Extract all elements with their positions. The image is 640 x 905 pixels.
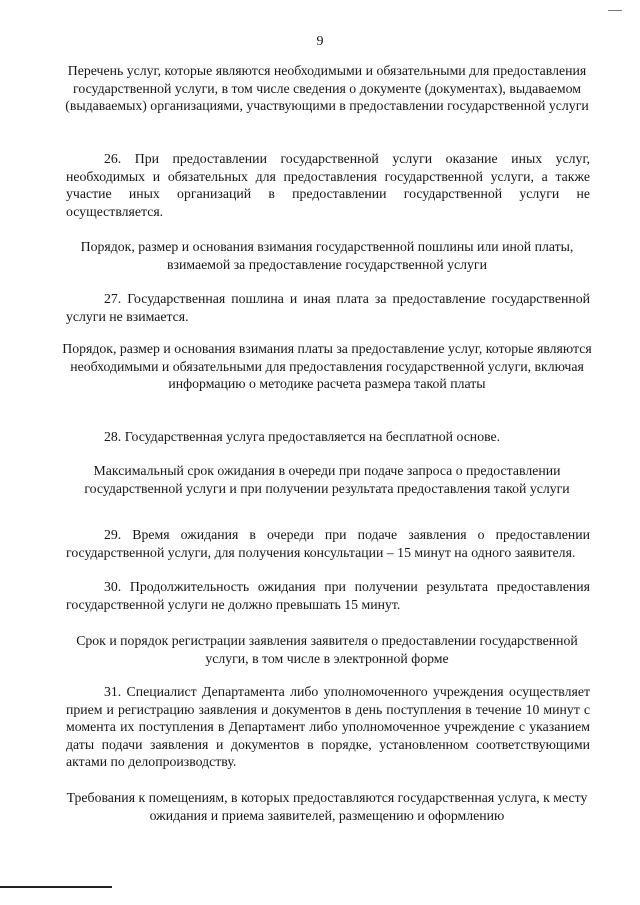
section-heading-related-services: Перечень услуг, которые являются необходимыми и обязательными для предоставления государственной услуги, в том числе сведения о документе (документах), выдаваемом (выдаваемых) организациями, участвующими в предоставлении государственной услуги — [65, 63, 589, 113]
section-heading-fee-for-services: Порядок, размер и основания взимания платы за предоставление услуг, которые являются необходимыми и обязательными для предоставления государственной услуги, включая информацию о методике расчета размера такой платы — [62, 341, 592, 391]
paragraph-26: 26. При предоставлении государственной услуги оказание иных услуг, необходимых и обязательных для предоставления государственной услуги, а также участие иных организаций в предоставлении государственной услуги не осуществляется. — [66, 151, 590, 219]
section-heading-state-fee: Порядок, размер и основания взимания государственной пошлины или иной платы, взимаемой за предоставление государственной услуги — [80, 239, 574, 272]
paragraph-29: 29. Время ожидания в очереди при подаче заявления о предоставлении государственной услуги, для получения консультации – 15 минут на одного заявителя. — [66, 527, 590, 560]
scan-mark — [608, 10, 622, 11]
section-heading-queue-time: Максимальный срок ожидания в очереди при подаче запроса о предоставлении государственной услуги и при получении результата предоставления такой услуги — [84, 463, 570, 496]
page-number: 9 — [316, 34, 324, 49]
paragraph-27: 27. Государственная пошлина и иная плата за предоставление государственной услуги не взимается. — [66, 291, 590, 324]
paragraph-30: 30. Продолжительность ожидания при получении результата предоставления государственной услуги не должно превышать 15 минут. — [66, 579, 590, 612]
section-heading-registration: Срок и порядок регистрации заявления заявителя о предоставлении государственной услуги, в том числе в электронной форме — [76, 633, 578, 666]
section-heading-premises-requirements: Требования к помещениям, в которых предоставляются государственная услуга, к месту ожидания и приема заявителей, размещению и оформлению — [66, 790, 588, 823]
paragraph-28: 28. Государственная услуга предоставляется на бесплатной основе. — [104, 429, 501, 444]
scan-edge-line — [0, 886, 112, 888]
paragraph-31: 31. Специалист Департамента либо уполномоченного учреждения осуществляет прием и регистрацию заявления и документов в день поступления в течение 10 минут с момента их поступления в Департамент либо уполномоченное учреждение с указанием даты подачи заявления и документов в порядке, установленном соответствующими актами по делопроизводству. — [66, 684, 590, 769]
